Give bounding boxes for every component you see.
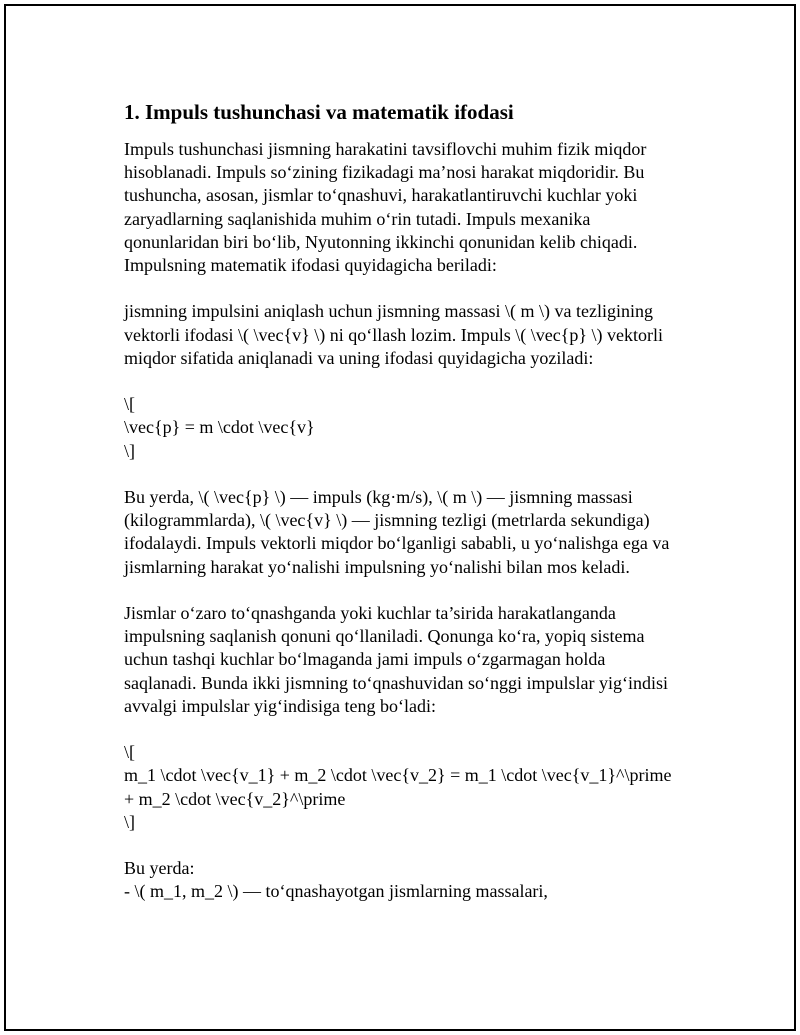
paragraph-intro: Impuls tushunchasi jismning harakatini tavsiflovchi muhim fizik miqdor hisoblanadi. Impuls so‘zining fizikadagi ma’nosi harakat miqdoridir. Bu tushuncha, asosan, jismlar to‘qnashuvi, harakatlantiruvchi kuchlar yoki zaryadlarning saqlanishida muhim o‘rin tutadi. Impuls mexanika qonunlaridan biri bo‘lib, Nyutonning ikkinchi qonunidan kelib chiqadi. Impulsning matematik ifodasi quyidagicha beriladi: — [124, 139, 647, 276]
section-heading: 1. Impuls tushunchasi va matematik ifodasi — [124, 100, 514, 124]
paragraph-spacer — [124, 370, 694, 393]
paragraph-spacer — [124, 579, 694, 602]
paragraph-spacer — [124, 718, 694, 741]
document-body — [124, 98, 694, 904]
formula-conservation: \[ m_1 \cdot \vec{v_1} + m_2 \cdot \vec{v_2} = m_1 \cdot \vec{v_1}^\prime + m_2 \cdot \vec{v_2}^\prime \] — [124, 742, 672, 832]
paragraph-spacer — [124, 277, 694, 300]
formula-momentum: \[ \vec{p} = m \cdot \vec{v} \] — [124, 394, 315, 461]
paragraph-conservation: Jismlar o‘zaro to‘qnashganda yoki kuchlar ta’sirida harakatlanganda impulsning saqlanish qonuni qo‘llaniladi. Qonunga ko‘ra, yopiq sistema uchun tashqi kuchlar bo‘lmaganda jami impuls o‘zgarmagan holda saqlanadi. Bunda ikki jismning to‘qnashuvidan so‘nggi impulslar yig‘indisi avvalgi impulslar yig‘indisiga teng bo‘ladi: — [124, 603, 668, 716]
paragraph-definition: jismning impulsini aniqlash uchun jismning massasi \( m \) va tezligining vektorli ifodasi \( \vec{v} \) ni qo‘llash lozim. Impuls \( \vec{p} \) vektorli miqdor sifatida aniqlanadi va uning ifodasi quyidagicha yoziladi: — [124, 301, 663, 368]
paragraph-where: Bu yerda: - \( m_1, m_2 \) — to‘qnashayotgan jismlarning massalari, — [124, 858, 548, 902]
paragraph-spacer — [124, 463, 694, 486]
page-frame — [4, 4, 796, 1031]
paragraph-spacer — [124, 834, 694, 857]
paragraph-explanation: Bu yerda, \( \vec{p} \) — impuls (kg·m/s), \( m \) — jismning massasi (kilogrammlarda), \( \vec{v} \) — jismning tezligi (metrlarda sekundiga) ifodalaydi. Impuls vektorli miqdor bo‘lganligi sababli, u yo‘nalishga ega va jismlarning harakat yo‘nalishi impulsning yo‘nalishi bilan mos keladi. — [124, 487, 670, 577]
